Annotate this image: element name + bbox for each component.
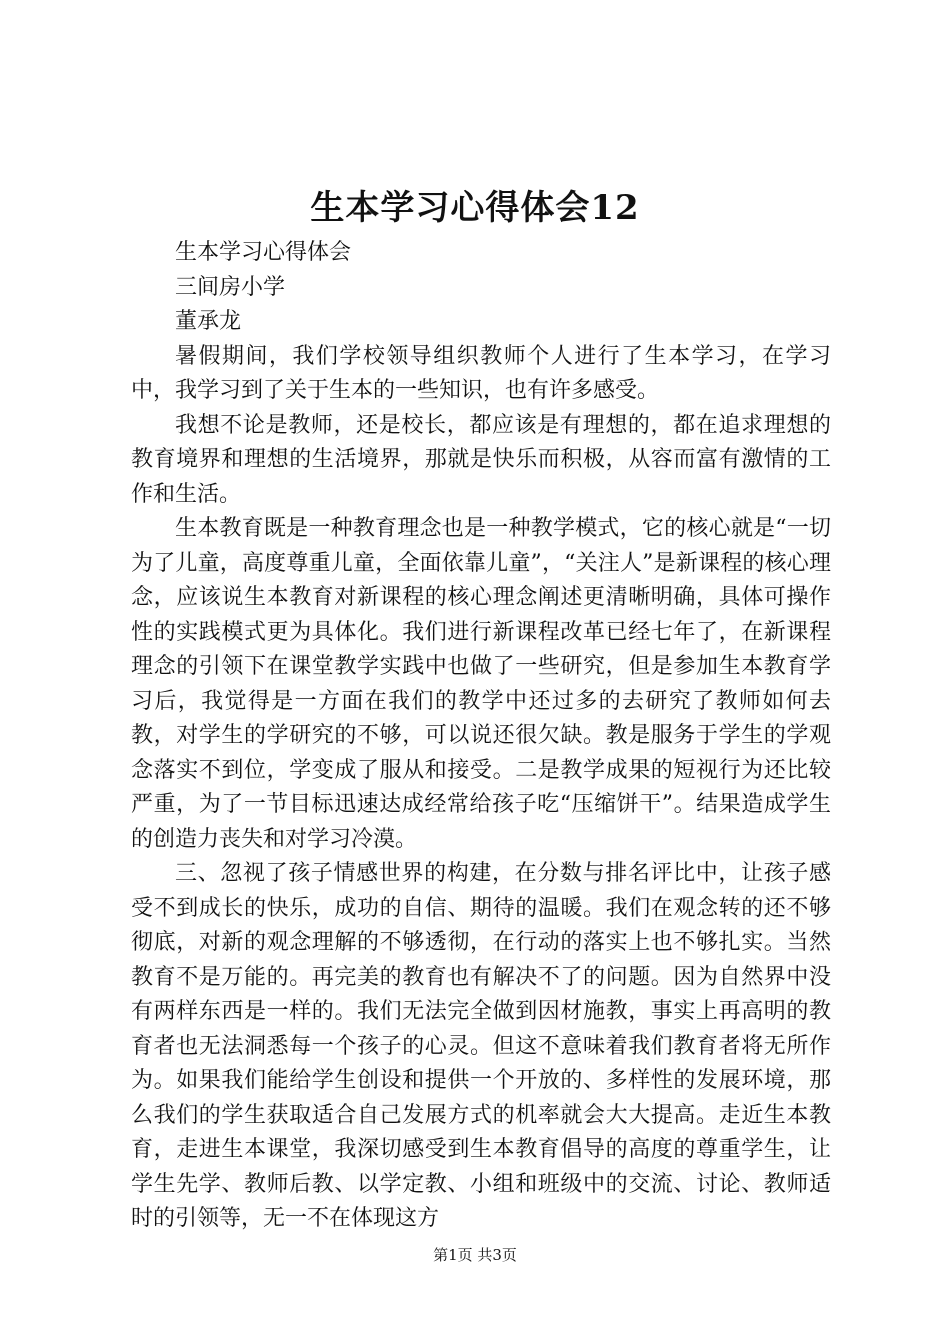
paragraph-school: 三间房小学 bbox=[175, 274, 286, 300]
paragraph-subtitle: 生本学习心得体会 bbox=[175, 240, 352, 265]
paragraph: 生本教育既是一种教育理念也是一种教学模式，它的核心就是“一切为了儿童，高度尊重儿童，全面依靠儿童”，“关注人”是新课程的核心理念，应该说生本教育对新课程的核心理念阐述更清晰明确，具体可操作性的实践模式更为具体化。我们进行新课程改革已经七年了，在新课程理念的引领下在课堂教学实践中也做了一些研究，但是参加生本教育学习后，我觉得是一方面在我们的教学中还过多的去研究了教师如何去教，对学生的学研究的不够，可以说还很欠缺。教是服务于学生的学观念落实不到位，学变成了服从和接受。二是教学成果的短视行为还比较严重，为了一节目标迅速达成经常给孩子吃“压缩饼干”。结果造成学生的创造力丧失和对学习冷漠。 bbox=[131, 516, 831, 852]
paragraph: 暑假期间，我们学校领导组织教师个人进行了生本学习，在学习中，我学习到了关于生本的一些知识，也有许多感受。 bbox=[131, 343, 831, 403]
paragraph: 我想不论是教师，还是校长，都应该是有理想的，都在追求理想的教育境界和理想的生活境界，那就是快乐而积极，从容而富有激情的工作和生活。 bbox=[131, 412, 831, 507]
paragraph: 三、忽视了孩子情感世界的构建，在分数与排名评比中，让孩子感受不到成长的快乐，成功的自信、期待的温暖。我们在观念转的还不够彻底，对新的观念理解的不够透彻，在行动的落实上也不够扎实。当然教育不是万能的。再完美的教育也有解决不了的问题。因为自然界中没有两样东西是一样的。我们无法完全做到因材施教，事实上再高明的教育者也无法洞悉每一个孩子的心灵。但这不意味着我们教育者将无所作为。如果我们能给学生创设和提供一个开放的、多样性的发展环境，那么我们的学生获取适合自己发展方式的机率就会大大提高。走近生本教育，走进生本课堂，我深切感受到生本教育倡导的高度的尊重学生，让学生先学、教师后教、以学定教、小组和班级中的交流、讨论、教师适时的引领等，无一不在体现这方 bbox=[131, 861, 831, 1231]
document-title: 生本学习心得体会12 bbox=[310, 188, 640, 228]
page-footer: 第1页 共3页 bbox=[433, 1246, 517, 1264]
document-body bbox=[131, 236, 831, 1237]
paragraph-author: 董承龙 bbox=[175, 309, 242, 334]
